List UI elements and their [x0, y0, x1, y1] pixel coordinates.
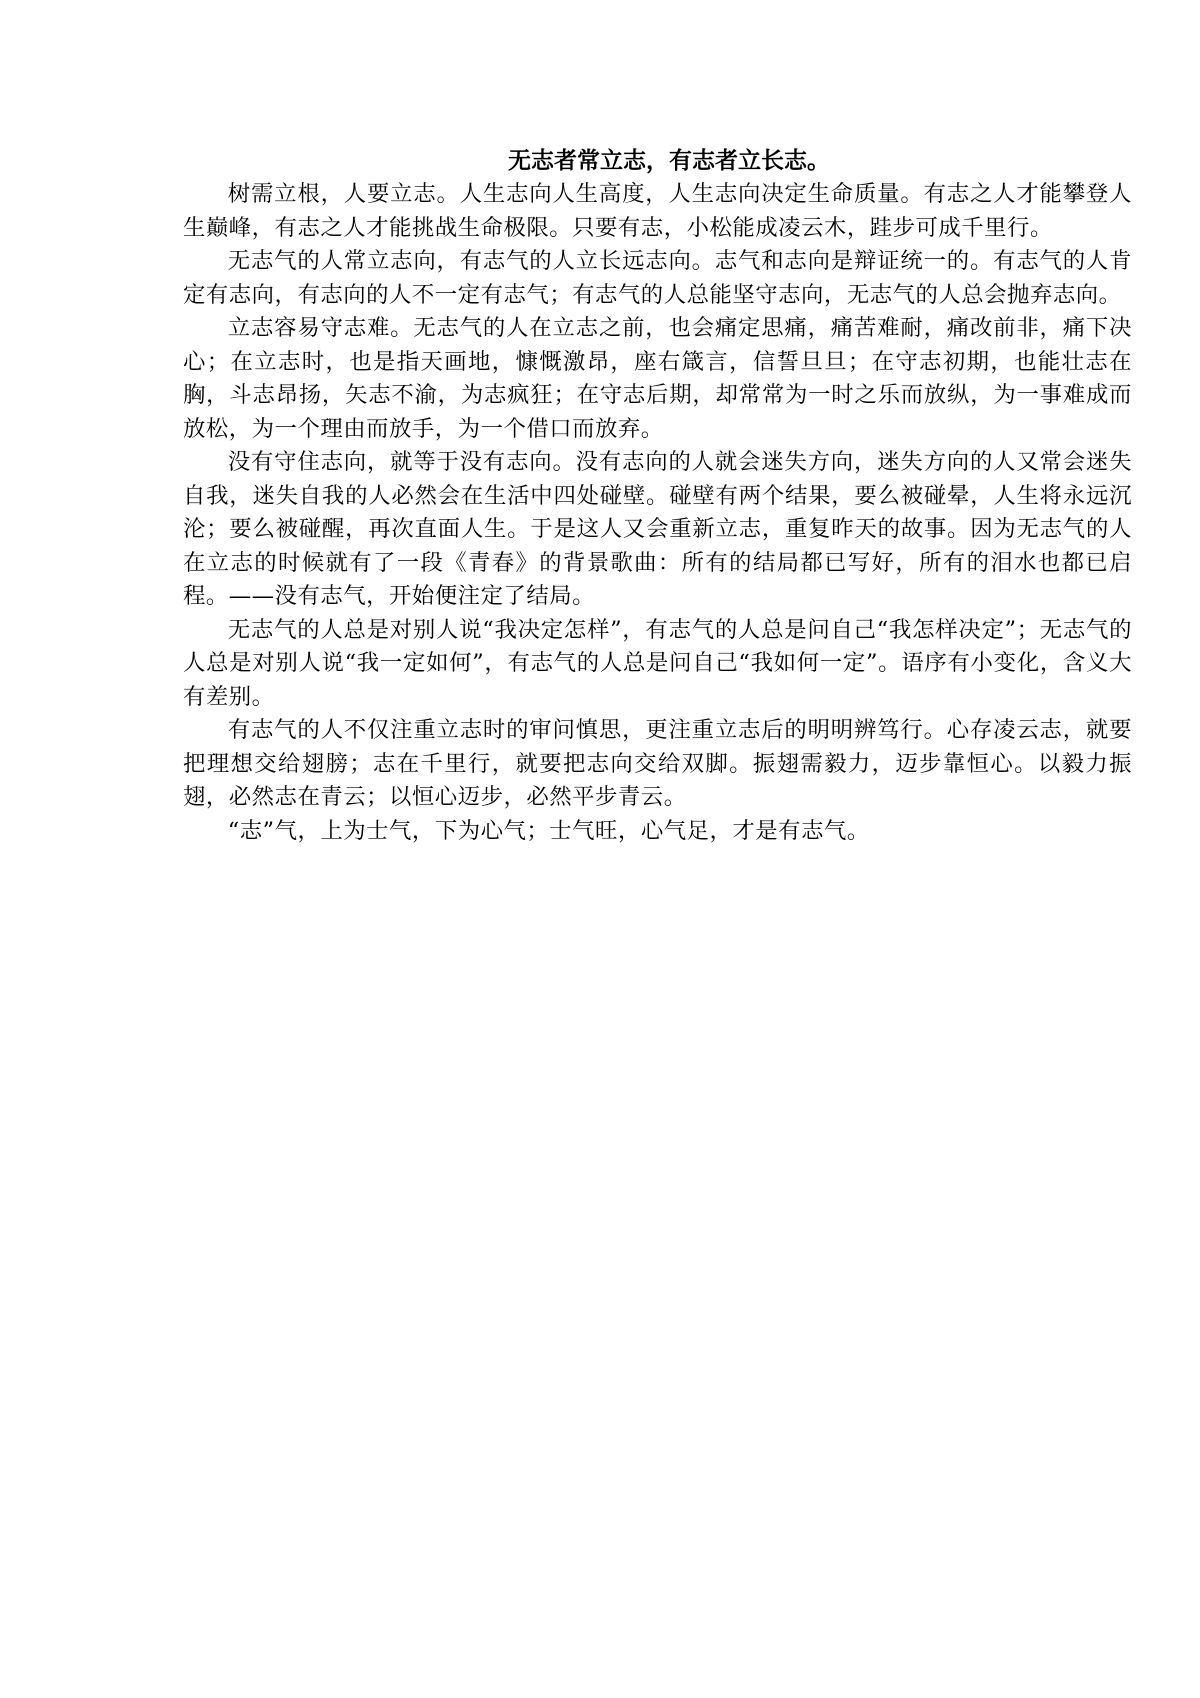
document-title: 无志者常立志，有志者立长志。: [508, 147, 830, 174]
paragraph-4: 没有守住志向，就等于没有志向。没有志向的人就会迷失方向，迷失方向的人又常会迷失自我，迷失自我的人必然会在生活中四处碰壁。碰壁有两个结果，要么被碰晕，人生将永远沉沦；要么被碰醒，再次直面人生。于是这人又会重新立志，重复昨天的故事。因为无志气的人在立志的时候就有了一段《青春》的背景歌曲：所有的结局都已写好，所有的泪水也都已启程。——没有志气，开始便注定了结局。: [183, 449, 1132, 609]
document-body: [183, 143, 1132, 848]
paragraph-6: 有志气的人不仅注重立志时的审问慎思，更注重立志后的明明辨笃行。心存凌云志，就要把理想交给翅膀；志在千里行，就要把志向交给双脚。振翅需毅力，迈步靠恒心。以毅力振翅，必然志在青云；以恒心迈步，必然平步青云。: [183, 717, 1132, 810]
paragraph-5: 无志气的人总是对别人说“我决定怎样”，有志气的人总是问自己“我怎样决定”；无志气的人总是对别人说“我一定如何”，有志气的人总是问自己“我如何一定”。语序有小变化，含义大有差别。: [183, 616, 1132, 710]
paragraph-3: 立志容易守志难。无志气的人在立志之前，也会痛定思痛，痛苦难耐，痛改前非，痛下决心；在立志时，也是指天画地，慷慨激昂，座右箴言，信誓旦旦；在守志初期，也能壮志在胸，斗志昂扬，矢志不渝，为志疯狂；在守志后期，却常常为一时之乐而放纵，为一事难成而放松，为一个理由而放手，为一个借口而放弃。: [183, 315, 1132, 442]
paragraph-7: “志”气，上为士气，下为心气；士气旺，心气足，才是有志气。: [227, 817, 870, 844]
paragraph-1: 树需立根，人要立志。人生志向人生高度，人生志向决定生命质量。有志之人才能攀登人生巅峰，有志之人才能挑战生命极限。只要有志，小松能成凌云木，跬步可成千里行。: [183, 181, 1132, 241]
paragraph-2: 无志气的人常立志向，有志气的人立长远志向。志气和志向是辩证统一的。有志气的人肯定有志向，有志向的人不一定有志气；有志气的人总能坚守志向，无志气的人总会抛弃志向。: [183, 248, 1132, 308]
